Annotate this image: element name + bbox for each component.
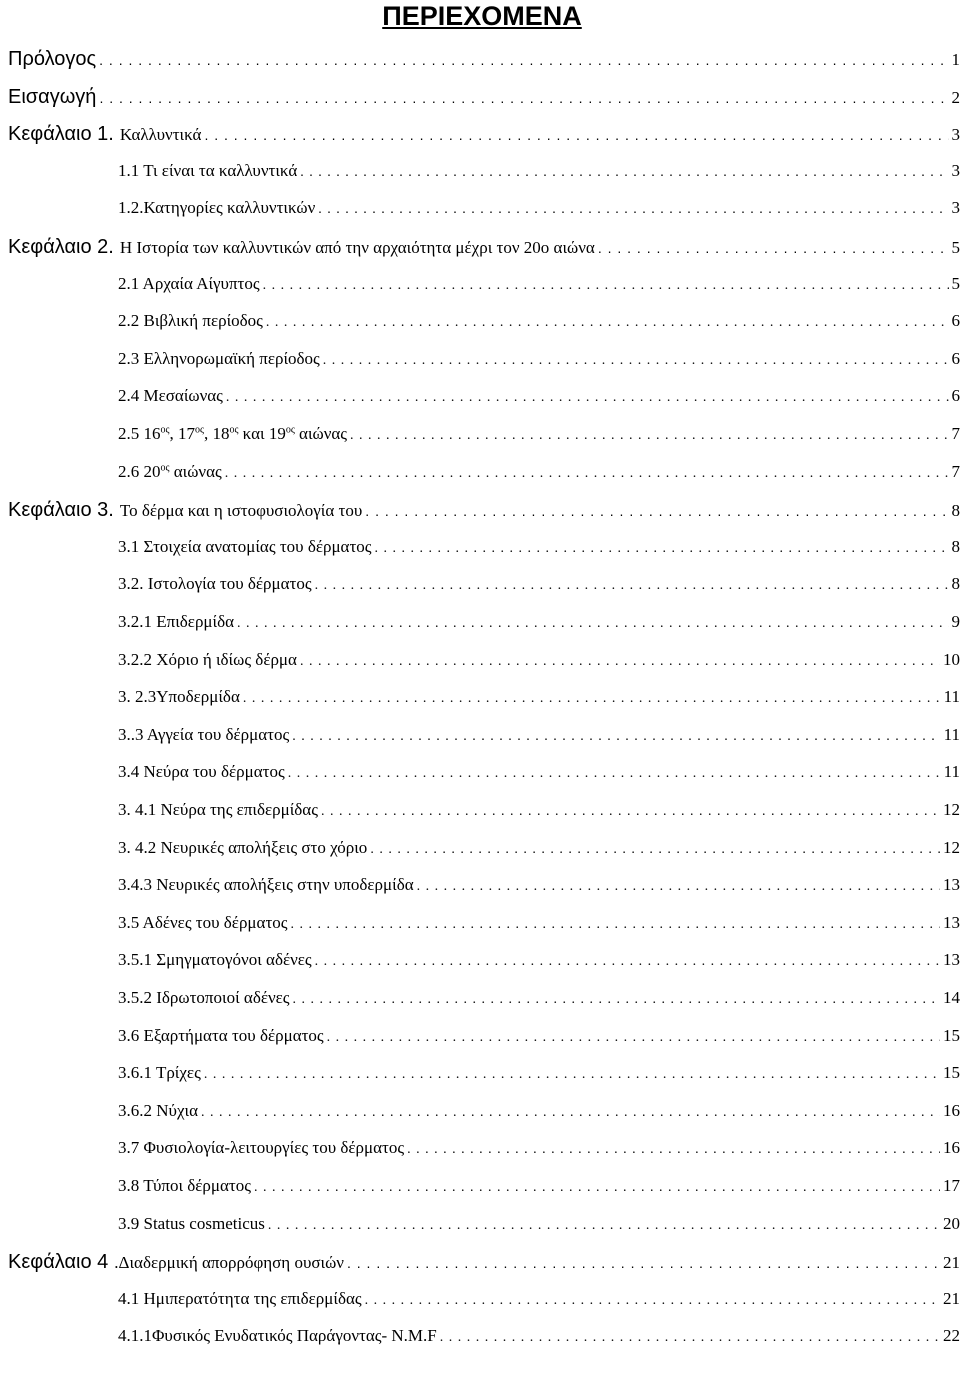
toc-chapter-entry — [8, 236, 960, 259]
toc-entry-label: 4.1 Ημιπερατότητα της επιδερμίδας — [118, 1288, 362, 1308]
toc-dot-leader — [291, 913, 940, 933]
toc-entry-label — [8, 86, 96, 109]
toc-dot-leader — [323, 349, 949, 369]
toc-section-entry — [118, 537, 960, 557]
toc-dot-leader — [365, 499, 948, 522]
toc-page-number: 6 — [951, 386, 960, 406]
toc-chapter-name: Κεφάλαιο 3. — [8, 499, 114, 522]
toc-chapter-entry — [8, 1251, 960, 1274]
toc-entry-label: 3.4 Νεύρα του δέρματος — [118, 762, 285, 782]
toc-dot-leader — [370, 838, 940, 858]
toc-chapter-entry — [8, 123, 960, 146]
toc-section-entry — [118, 913, 960, 933]
toc-section-entry — [118, 1326, 960, 1346]
toc-section-entry — [118, 349, 960, 369]
toc-dot-leader — [263, 274, 949, 294]
toc-page-number: 8 — [951, 501, 960, 521]
toc-entry-label: 2.2 Βιβλική περίοδος — [118, 311, 263, 331]
toc-entry-label: 2.3 Ελληνορωμαϊκή περίοδος — [118, 348, 320, 368]
toc-entry-label: 3.2. Ιστολογία του δέρματος — [118, 574, 312, 594]
toc-page-number: 3 — [951, 160, 960, 180]
toc-chapter-name: Κεφάλαιο 4 — [8, 1251, 109, 1274]
toc-dot-leader — [201, 1101, 940, 1121]
toc-page-number: 2 — [951, 87, 960, 107]
toc-section-entry — [118, 424, 960, 444]
toc-section-entry — [118, 650, 960, 670]
toc-page-number: 12 — [943, 800, 960, 819]
toc-page-number: 22 — [943, 1326, 960, 1346]
toc-dot-leader — [254, 1176, 940, 1196]
toc-entry-label: 3.5.2 Ιδρωτοποιοί αδένες — [118, 988, 290, 1007]
toc-dot-leader — [292, 725, 940, 745]
toc-page-number: 7 — [951, 424, 960, 443]
toc-page-number: 13 — [943, 912, 960, 932]
toc-section-entry — [118, 161, 960, 181]
toc-dot-leader — [243, 687, 941, 707]
toc-entry-label: 3.7 Φυσιολογία-λειτουργίες του δέρματος — [118, 1138, 405, 1158]
toc-dot-leader — [417, 875, 940, 895]
toc-section-entry — [118, 1289, 960, 1309]
toc-section-entry — [118, 1176, 960, 1196]
toc-page-number: 10 — [943, 649, 960, 669]
toc-dot-leader — [226, 386, 949, 406]
toc-chapter-name: Κεφάλαιο 1. — [8, 123, 114, 146]
toc-dot-leader — [315, 574, 949, 594]
toc-section-entry — [118, 1026, 960, 1046]
toc-page-number: 12 — [943, 837, 960, 857]
toc-entry-label: 1.2.Κατηγορίες καλλυντικών — [118, 198, 316, 218]
toc-dot-leader — [204, 123, 948, 146]
toc-page-number: 1 — [951, 50, 960, 69]
toc-page-number: 13 — [943, 950, 960, 970]
toc-page-number: 20 — [943, 1213, 960, 1233]
toc-entry-label: 2.4 Μεσαίωνας — [118, 386, 223, 406]
toc-entry-label: 2.5 $16^{o\varsigma}$, $17^{o\varsigma}$, $18^{o\varsigma}$ και $19^{o\varsigma}$ αιώνας — [118, 424, 348, 443]
toc-dot-leader — [288, 762, 941, 782]
toc-section-entry — [118, 762, 960, 782]
toc-entry-label: 3.5.1 Σμηγματογόνοι αδένες — [118, 950, 312, 970]
toc-entry-label — [8, 48, 96, 71]
toc-entry-label: 3.1 Στοιχεία ανατομίας του δέρματος — [118, 536, 372, 556]
toc-chapter-entry — [8, 86, 960, 109]
toc-entry-label — [8, 499, 362, 522]
toc-dot-leader — [300, 161, 948, 181]
toc-section-entry — [118, 274, 960, 294]
toc-entry-label — [8, 236, 595, 259]
toc-page-number: 8 — [951, 536, 960, 556]
toc-dot-leader — [347, 1251, 940, 1274]
toc-entry-label: 3.6 Εξαρτήματα του δέρματος — [118, 1025, 324, 1045]
toc-page-number: 14 — [943, 988, 960, 1007]
toc-entry-label: 2.1 Αρχαία Αίγυπτος — [118, 273, 260, 293]
toc-entry-label: 3.9 Status cosmeticus — [118, 1213, 265, 1233]
toc-dot-leader — [365, 1289, 940, 1309]
toc-dot-leader — [268, 1214, 940, 1234]
toc-dot-leader — [99, 86, 948, 109]
toc-dot-leader — [440, 1326, 940, 1346]
toc-section-entry — [118, 462, 960, 482]
toc-entry-label: 4.1.1Φυσικός Ενυδατικός Παράγοντας- N.M.F — [118, 1326, 437, 1346]
toc-entry-label: 3..3 Αγγεία του δέρματος — [118, 724, 290, 744]
toc-section-entry — [118, 1214, 960, 1234]
toc-dot-leader — [350, 424, 948, 444]
toc-page-number: 8 — [951, 574, 960, 594]
toc-dot-leader — [204, 1063, 940, 1083]
toc-dot-leader — [237, 612, 948, 632]
toc-dot-leader — [318, 198, 948, 218]
toc-entry-label — [8, 1251, 344, 1274]
toc-page-number: 15 — [943, 1025, 960, 1045]
toc-section-entry — [118, 1138, 960, 1158]
toc-section-entry — [118, 988, 960, 1008]
toc-dot-leader — [225, 462, 949, 482]
toc-section-entry — [118, 687, 960, 707]
toc-section-entry — [118, 574, 960, 594]
toc-section-entry — [118, 1101, 960, 1121]
toc-page-number: 3 — [951, 198, 960, 218]
toc-section-entry — [118, 386, 960, 406]
toc-dot-leader — [598, 236, 949, 259]
toc-section-entry — [118, 612, 960, 632]
toc-page-number: 21 — [943, 1253, 960, 1273]
toc-section-entry — [118, 725, 960, 745]
toc-chapter-entry — [8, 48, 960, 71]
toc-page-number: 7 — [951, 461, 960, 481]
toc-entry-label: 3.2.2 Χόριο ή ιδίως δέρμα — [118, 649, 297, 669]
toc-dot-leader — [375, 537, 949, 557]
toc-page-number: 6 — [951, 348, 960, 368]
toc-section-entry — [118, 800, 960, 820]
toc-entry-label: 1.1 Τι είναι τα καλλυντικά — [118, 160, 298, 180]
toc-section-entry — [118, 838, 960, 858]
toc-chapter-title: Καλλυντικά — [119, 125, 202, 145]
toc-chapter-entry — [8, 499, 960, 522]
toc-entry-label: 3.8 Τύποι δέρματος — [118, 1176, 251, 1195]
toc-entry-label: 3. 2.3Υποδερμίδα — [118, 687, 240, 707]
toc-page-number: 17 — [943, 1176, 960, 1195]
toc-entry-label: 3.6.1 Τρίχες — [118, 1063, 201, 1083]
toc-section-entry — [118, 875, 960, 895]
toc-page-number: 11 — [943, 762, 960, 782]
toc-entry-label: 3. 4.2 Νευρικές απολήξεις στο χόριο — [118, 837, 368, 857]
toc-entry-label: 3.5 Αδένες του δέρματος — [118, 912, 288, 932]
toc-dot-leader — [321, 800, 940, 820]
toc-chapter-title: Η Ιστορία των καλλυντικών από την αρχαιότητα μέχρι τον 20ο αιώνα — [119, 238, 595, 257]
toc-chapter-name: Κεφάλαιο 2. — [8, 236, 114, 258]
toc-page-number: 16 — [943, 1100, 960, 1120]
toc-dot-leader — [327, 1026, 940, 1046]
toc-entry-label: 3.2.1 Επιδερμίδα — [118, 612, 235, 631]
toc-dot-leader — [99, 48, 948, 71]
toc-section-entry — [118, 950, 960, 970]
page-title: ΠΕΡΙΕΧΟΜΕΝΑ — [382, 1, 582, 31]
toc-dot-leader — [315, 950, 940, 970]
toc-entry-label: 3.6.2 Νύχια — [118, 1100, 198, 1120]
toc-page-number: 11 — [943, 724, 960, 744]
toc-page-number: 5 — [951, 238, 960, 257]
toc-entry-label: 3.4.3 Νευρικές απολήξεις στην υποδερμίδα — [118, 875, 414, 895]
toc-entry-label: 2.6 $20^{o\varsigma}$ αιώνας — [118, 461, 222, 481]
toc-entry-label — [8, 123, 201, 146]
toc-section-entry — [118, 1063, 960, 1083]
toc-section-entry — [118, 311, 960, 331]
toc-page-number: 11 — [943, 687, 960, 707]
toc-page-number: 15 — [943, 1063, 960, 1083]
toc-dot-leader — [300, 650, 940, 670]
toc-dot-leader — [293, 988, 940, 1008]
toc-chapter-title: Το δέρμα και η ιστοφυσιολογία του — [119, 501, 363, 521]
toc-page-number: 21 — [943, 1288, 960, 1308]
toc-entry-label: 3. 4.1 Νεύρα της επιδερμίδας — [118, 800, 318, 819]
toc-section-entry — [118, 198, 960, 218]
toc-chapter-name: Πρόλογος — [8, 48, 97, 70]
toc-page-number: 6 — [951, 311, 960, 331]
toc-page-number: 9 — [951, 612, 960, 631]
toc-chapter-name: Εισαγωγή — [8, 85, 97, 108]
toc-page-number: 16 — [943, 1138, 960, 1158]
toc-chapter-title: .Διαδερμική απορρόφηση ουσιών — [114, 1253, 344, 1273]
toc-page-number: 3 — [951, 125, 960, 145]
toc-page-number: 5 — [951, 273, 960, 293]
toc-dot-leader — [407, 1138, 940, 1158]
toc-dot-leader — [266, 311, 949, 331]
toc-page-number: 13 — [943, 875, 960, 895]
